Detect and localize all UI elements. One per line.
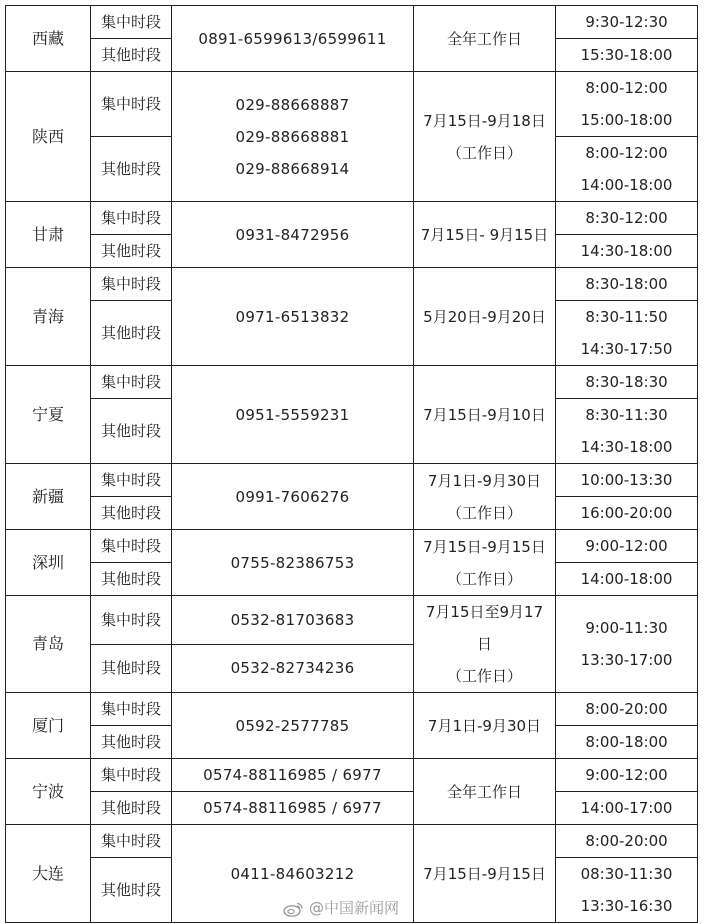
time-cell — [556, 137, 698, 202]
time-line: 8:30-11:50 — [585, 308, 668, 326]
region-cell: 新疆 — [6, 464, 91, 530]
period-line: （工作日） — [446, 503, 522, 522]
period-line: 7月1日-9月30日 — [427, 471, 542, 490]
table-row — [6, 596, 698, 645]
region-cell: 甘肃 — [6, 202, 91, 268]
time-cell: 8:00-18:00 — [556, 726, 698, 759]
table-row — [6, 825, 698, 858]
slot-cell: 其他时段 — [91, 858, 172, 923]
table-row — [6, 530, 698, 563]
slot-cell: 集中时段 — [91, 530, 172, 563]
slot-cell: 其他时段 — [91, 644, 172, 693]
hotline-schedule-table — [5, 5, 698, 923]
period-cell: 全年工作日 — [414, 6, 556, 72]
period-line: （工作日） — [446, 143, 522, 162]
slot-cell: 其他时段 — [91, 39, 172, 72]
time-cell — [556, 596, 698, 693]
table-row — [6, 366, 698, 399]
period-cell — [414, 464, 556, 530]
time-line: 9:00-11:30 — [585, 619, 668, 637]
period-cell: 7月15日-9月10日 — [414, 366, 556, 464]
time-cell: 9:30-12:30 — [556, 6, 698, 39]
period-cell — [414, 596, 556, 693]
phone-cell: 0411-84603212 — [172, 825, 414, 923]
time-line: 08:30-11:30 — [580, 865, 673, 883]
phone-cell: 0592-2577785 — [172, 693, 414, 759]
region-cell: 宁夏 — [6, 366, 91, 464]
period-line: 7月15日至9月17 — [425, 603, 544, 621]
slot-cell: 集中时段 — [91, 72, 172, 137]
region-cell: 陕西 — [6, 72, 91, 202]
slot-cell: 集中时段 — [91, 596, 172, 645]
time-line: 8:00-12:00 — [585, 79, 668, 97]
slot-cell: 集中时段 — [91, 464, 172, 497]
slot-cell: 其他时段 — [91, 235, 172, 268]
slot-cell: 其他时段 — [91, 399, 172, 464]
time-cell: 8:30-12:00 — [556, 202, 698, 235]
table-row — [6, 6, 698, 39]
time-line: 14:30-18:00 — [580, 438, 673, 456]
time-cell: 8:30-18:00 — [556, 268, 698, 301]
phone-cell — [172, 72, 414, 202]
period-cell: 7月15日-9月15日 — [414, 825, 556, 923]
time-cell: 10:00-13:30 — [556, 464, 698, 497]
time-line: 14:00-18:00 — [580, 176, 673, 194]
time-cell: 8:00-20:00 — [556, 693, 698, 726]
slot-cell: 其他时段 — [91, 301, 172, 366]
time-cell: 15:30-18:00 — [556, 39, 698, 72]
period-cell: 5月20日-9月20日 — [414, 268, 556, 366]
period-line: （工作日） — [446, 667, 522, 685]
slot-cell: 集中时段 — [91, 6, 172, 39]
region-cell: 大连 — [6, 825, 91, 923]
time-line: 8:00-12:00 — [585, 144, 668, 162]
time-cell — [556, 72, 698, 137]
slot-cell: 其他时段 — [91, 726, 172, 759]
table-row — [6, 202, 698, 235]
slot-cell: 集中时段 — [91, 268, 172, 301]
period-line: 日 — [476, 635, 492, 653]
phone-cell: 0891-6599613/6599611 — [172, 6, 414, 72]
time-cell — [556, 301, 698, 366]
time-cell: 14:00-18:00 — [556, 563, 698, 596]
period-cell: 7月15日- 9月15日 — [414, 202, 556, 268]
time-cell: 14:00-17:00 — [556, 792, 698, 825]
time-line: 8:30-11:30 — [585, 406, 668, 424]
phone-cell: 0951-5559231 — [172, 366, 414, 464]
time-cell: 14:30-18:00 — [556, 235, 698, 268]
phone-cell: 0574-88116985 / 6977 — [172, 759, 414, 792]
phone-cell: 0931-8472956 — [172, 202, 414, 268]
slot-cell: 集中时段 — [91, 366, 172, 399]
phone-cell: 0532-82734236 — [172, 644, 414, 693]
table-row — [6, 759, 698, 792]
period-line: （工作日） — [446, 569, 522, 588]
period-cell — [414, 530, 556, 596]
slot-cell: 集中时段 — [91, 693, 172, 726]
region-cell: 宁波 — [6, 759, 91, 825]
period-cell — [414, 72, 556, 202]
time-cell — [556, 399, 698, 464]
time-cell: 8:30-18:30 — [556, 366, 698, 399]
phone-cell: 0991-7606276 — [172, 464, 414, 530]
period-cell: 全年工作日 — [414, 759, 556, 825]
period-line: 7月15日-9月15日 — [423, 537, 546, 556]
period-cell: 7月1日-9月30日 — [414, 693, 556, 759]
phone-line: 029-88668914 — [235, 159, 350, 178]
period-line: 7月15日-9月18日 — [423, 111, 546, 130]
table-row — [6, 693, 698, 726]
table-row — [6, 72, 698, 137]
table-row — [6, 464, 698, 497]
slot-cell: 集中时段 — [91, 825, 172, 858]
phone-line: 029-88668887 — [235, 95, 350, 114]
watermark — [283, 897, 399, 918]
phone-cell: 0532-81703683 — [172, 596, 414, 645]
phone-cell: 0755-82386753 — [172, 530, 414, 596]
phone-cell: 0574-88116985 / 6977 — [172, 792, 414, 825]
region-cell: 青岛 — [6, 596, 91, 693]
time-cell: 9:00-12:00 — [556, 530, 698, 563]
time-line: 13:30-17:00 — [580, 651, 673, 669]
table-row — [6, 792, 698, 825]
slot-cell: 集中时段 — [91, 759, 172, 792]
region-cell: 深圳 — [6, 530, 91, 596]
time-cell: 16:00-20:00 — [556, 497, 698, 530]
slot-cell: 集中时段 — [91, 202, 172, 235]
region-cell: 西藏 — [6, 6, 91, 72]
slot-cell: 其他时段 — [91, 792, 172, 825]
table-row — [6, 268, 698, 301]
time-cell: 9:00-12:00 — [556, 759, 698, 792]
time-line: 13:30-16:30 — [580, 897, 673, 915]
slot-cell: 其他时段 — [91, 497, 172, 530]
time-line: 15:00-18:00 — [580, 111, 673, 129]
weibo-icon — [283, 901, 305, 917]
slot-cell: 其他时段 — [91, 563, 172, 596]
time-cell — [556, 858, 698, 923]
slot-cell: 其他时段 — [91, 137, 172, 202]
watermark-text: @中国新闻网 — [309, 899, 400, 917]
time-cell: 8:00-20:00 — [556, 825, 698, 858]
region-cell: 青海 — [6, 268, 91, 366]
phone-cell: 0971-6513832 — [172, 268, 414, 366]
region-cell: 厦门 — [6, 693, 91, 759]
phone-line: 029-88668881 — [235, 127, 350, 146]
time-line: 14:30-17:50 — [580, 340, 673, 358]
